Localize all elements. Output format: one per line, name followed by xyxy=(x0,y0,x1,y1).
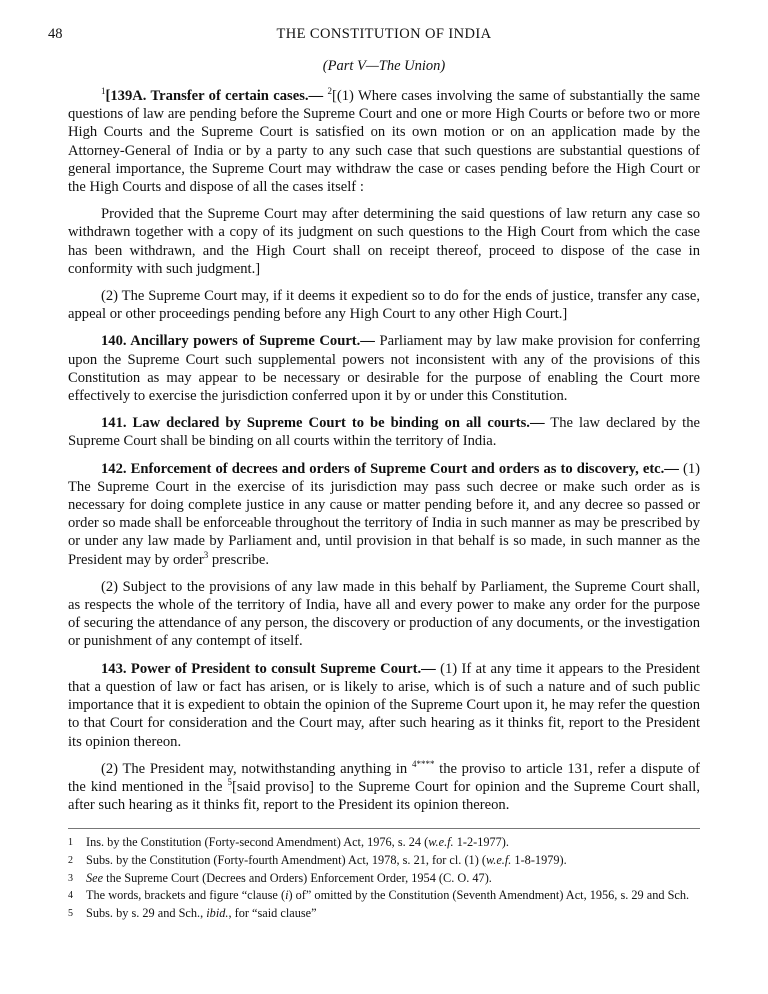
footnote-ref[interactable]: 3 xyxy=(203,549,209,560)
page-number: 48 xyxy=(48,26,63,42)
footnote-text: The words, brackets and figure “clause ( xyxy=(86,888,286,903)
footnote-text: 1-2-1977). xyxy=(453,835,509,850)
part-subtitle: (Part V—The Union) xyxy=(322,58,446,74)
article-139a-heading: [139A. Transfer of certain cases.— xyxy=(105,88,324,104)
article-142-heading: 142. Enforcement of decrees and orders of Supreme Court and orders as to discovery, etc.— xyxy=(101,460,679,477)
article-140-heading: 140. Ancillary powers of Supreme Court.— xyxy=(101,333,375,350)
footnote-number: 3 xyxy=(68,872,73,884)
footnote-ref[interactable]: 1 xyxy=(101,86,106,96)
footnote-1 xyxy=(68,835,700,851)
article-143-heading: 143. Power of President to consult Supreme Court.— xyxy=(101,660,436,677)
article-143-clause-2-text: [said proviso] to the Supreme Court for opinion and the Supreme Court shall, after such hearing as it thinks fit, report to the President its opinion thereon. xyxy=(68,778,700,814)
omission-stars: **** xyxy=(416,758,435,769)
article-139a-clause-2: (2) The Supreme Court may, if it deems it expedient so to do for the ends of justice, transfer any case, appeal or other proceedings pending before any High Court to any other High Court.] xyxy=(68,288,700,323)
page-header xyxy=(48,26,700,48)
footnote-text: 1-8-1979). xyxy=(511,852,567,867)
page-title: THE CONSTITUTION OF INDIA xyxy=(276,26,492,42)
article-141-text: The law declared by the Supreme Court shall be binding on all courts within the territory of India. xyxy=(68,415,700,450)
article-140-text: Parliament may by law make provision for conferring upon the Supreme Court such supplemental powers not inconsistent with any of the provisions of this Constitution as may appear to be necessary or desirable for the purpose of enabling the Court more effectively to exercise the jurisdiction conferred upon it by or under this Constitution. xyxy=(68,333,700,405)
article-142-text-end: prescribe. xyxy=(208,551,270,568)
article-143-clause-2-text: (2) The President may, notwithstanding anything in xyxy=(101,760,412,777)
footnote-text: the Supreme Court (Decrees and Orders) Enforcement Order, 1954 (C. O. 47). xyxy=(103,870,492,885)
footnotes xyxy=(68,835,700,921)
footnote-text: , for “said clause” xyxy=(228,905,317,920)
article-143-text: (1) If at any time it appears to the President that a question of law or fact has arisen, or is likely to arise, which is of such a nature and of such public importance that it is expedient to obtain the opinion of the Supreme Court upon it, he may refer the question to that Court for consideration and the Court may, after such hearing as it thinks fit, report to the President its opinion thereon. xyxy=(68,660,700,750)
article-139a-proviso: Provided that the Supreme Court may after determining the said questions of law return any case so withdrawn together with a copy of its judgment on such questions to the High Court from which the case has been withdrawn, and the High Court shall on receipt thereof, proceed to dispose of the case in conformity with such judgment.] xyxy=(68,206,700,277)
footnote-ref[interactable]: 2 xyxy=(327,86,332,96)
article-142-clause-2: (2) Subject to the provisions of any law made in this behalf by Parliament, the Supreme Court shall, as respects the whole of the territory of India, have all and every power to make any order for the purpose of securing the attendance of any person, the discovery or production of any documents, or the investigation or punishment of any contempt of itself. xyxy=(68,578,700,650)
footnote-italic: ibid. xyxy=(206,905,229,920)
footnote-text: Subs. by the Constitution (Forty-fourth Amendment) Act, 1978, s. 21, for cl. (1) ( xyxy=(86,852,486,867)
footnote-number: 4 xyxy=(68,890,73,902)
document-body xyxy=(68,87,700,814)
article-141-heading: 141. Law declared by Supreme Court to be binding on all courts.— xyxy=(101,415,545,432)
footnote-5 xyxy=(68,906,700,922)
article-142-clause-1 xyxy=(68,460,700,569)
footnote-italic: See xyxy=(86,870,104,885)
footnote-text: ) of” omitted by the Constitution (Seventh Amendment) Act, 1956, s. 29 and Sch. xyxy=(288,888,690,903)
footnote-number: 2 xyxy=(68,854,73,866)
footnote-text: Ins. by the Constitution (Forty-second Amendment) Act, 1976, s. 24 ( xyxy=(86,835,429,850)
footnote-divider xyxy=(68,828,700,829)
article-141 xyxy=(68,414,700,450)
footnote-ref[interactable]: 5 xyxy=(227,776,232,787)
article-142-text: (1) The Supreme Court in the exercise of its jurisdiction may pass such decree or make such order as is necessary for doing complete justice in any cause or matter pending before it, and any decree so passed or order so made shall be enforceable throughout the territory of India in such manner as may be prescribed by or under any law made by Parliament and, until provision in that behalf is so made, in such manner as the President may by order xyxy=(68,460,700,568)
footnote-number: 1 xyxy=(68,837,73,849)
footnote-3 xyxy=(68,871,700,887)
footnote-italic: i xyxy=(285,888,289,903)
footnote-italic: w.e.f. xyxy=(485,852,512,867)
article-143-clause-1 xyxy=(68,660,700,751)
footnote-ref[interactable]: 4 xyxy=(411,758,417,769)
article-143-clause-2-text: the proviso to article 131, refer a dispute of the kind mentioned in the xyxy=(68,760,700,795)
footnote-number: 5 xyxy=(68,907,73,919)
footnote-2 xyxy=(68,853,700,869)
article-139a-clause-1 xyxy=(68,87,700,196)
article-143-clause-2 xyxy=(68,760,700,815)
article-139a-text: [(1) Where cases involving the same of substantially the same questions of law are pending before the Supreme Court and one or more High Courts or before two or more High Courts and the Supreme Court is satisfied on its own motion or on an application made by the Attorney-General of India or by a party to any such case that such questions are substantial questions of general importance, the Supreme Court may withdraw the case or cases pending before the High Court or the High Courts and dispose of all the cases itself : xyxy=(68,88,700,196)
footnote-4 xyxy=(68,888,700,904)
footnote-text: Subs. by s. 29 and Sch., xyxy=(86,905,207,920)
footnote-italic: w.e.f. xyxy=(428,835,454,850)
document-page xyxy=(48,26,700,923)
article-140 xyxy=(68,332,700,405)
